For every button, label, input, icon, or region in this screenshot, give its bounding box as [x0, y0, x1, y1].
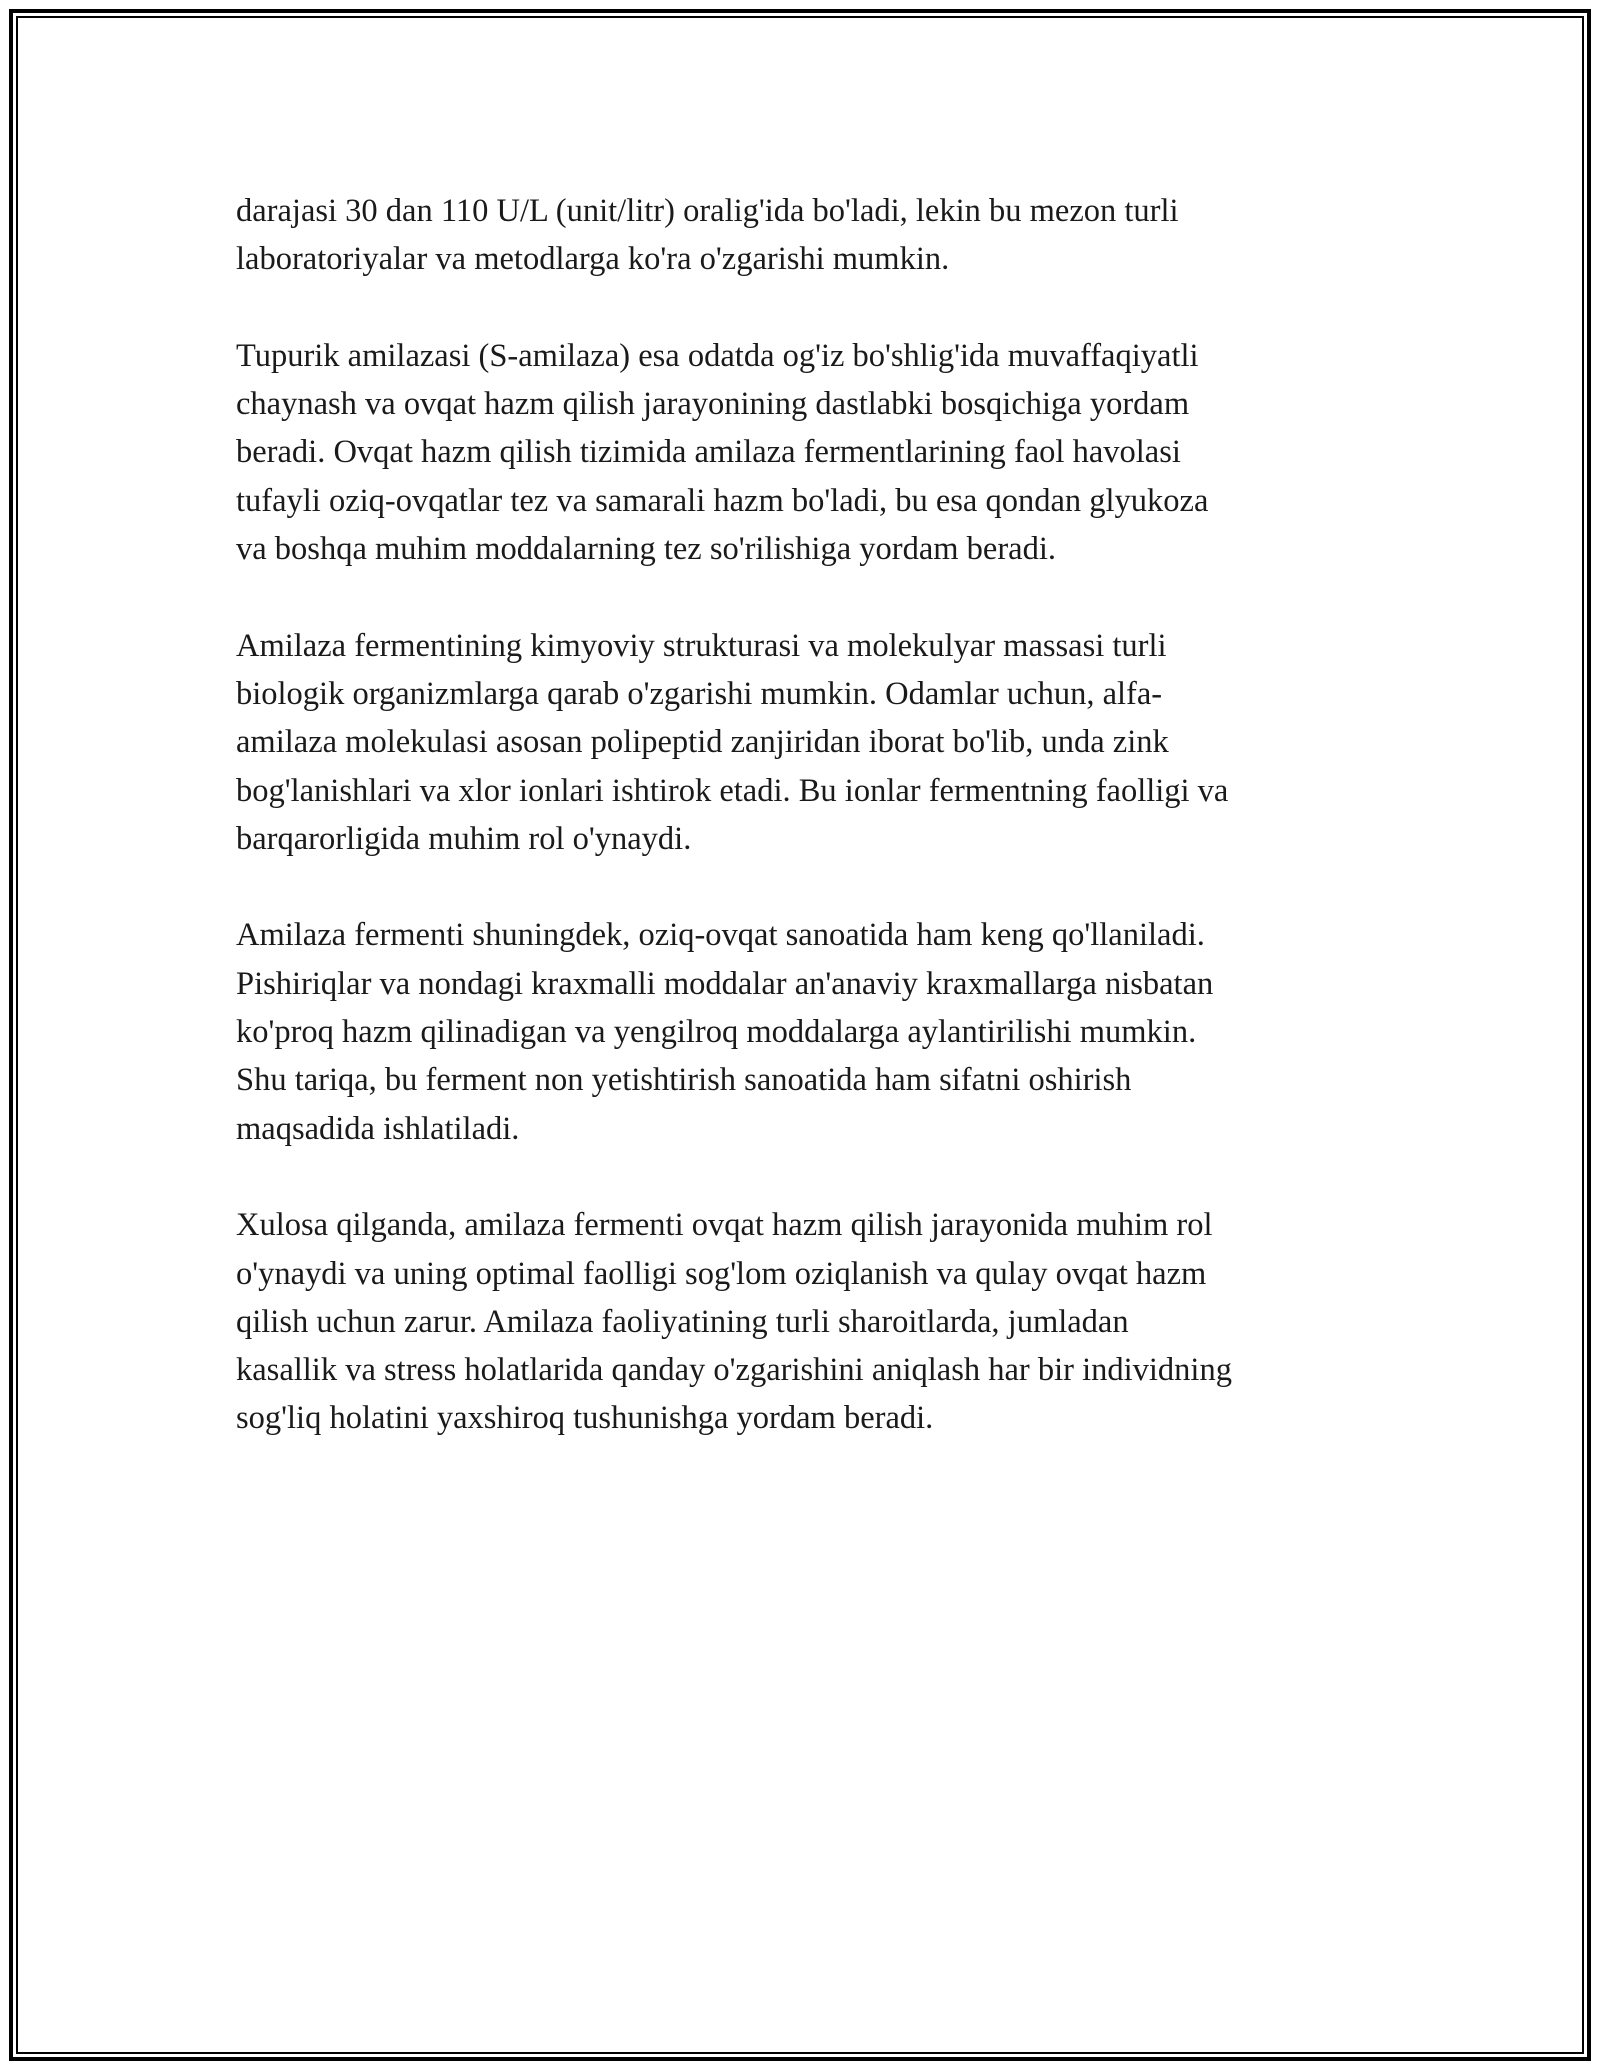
paragraph-food-industry: Amilaza fermenti shuningdek, oziq-ovqat sanoatida ham keng qo'llaniladi. Pishiriqlar va nondagi kraxmalli moddalar an'anaviy kraxmallarga nisbatan ko'proq hazm qilinadigan va yengilroq moddalarga aylantirilishi mumkin. Shu tariqa, bu ferment non yetishtirish sanoatida ham sifatni oshirish maqsadida ishlatiladi. — [236, 917, 1214, 1147]
paragraph-reference-range: darajasi 30 dan 110 U/L (unit/litr) oralig'ida bo'ladi, lekin bu mezon turli laboratoriyalar va metodlarga ko'ra o'zgarishi mumkin. — [236, 193, 1179, 278]
paragraph-conclusion: Xulosa qilganda, amilaza fermenti ovqat hazm qilish jarayonida muhim rol o'ynaydi va uning optimal faolligi sog'lom oziqlanish va qulay ovqat hazm qilish uchun zarur. Amilaza faoliyatining turli sharoitlarda, jumladan kasallik va stress holatlarida qanday o'zgarishini aniqlash har bir individning sog'liq holatini yaxshiroq tushunishga yordam beradi. — [236, 1207, 1232, 1437]
paragraph-chemical-structure: Amilaza fermentining kimyoviy strukturasi va molekulyar massasi turli biologik organizmlarga qarab o'zgarishi mumkin. Odamlar uchun, alfa- amilaza molekulasi asosan polipeptid zanjiridan iborat bo'lib, unda zink bog'lanishlari va xlor ionlari ishtirok etadi. Bu ionlar fermentning faolligi va barqarorligida muhim rol o'ynaydi. — [236, 627, 1229, 857]
document-body — [236, 187, 1386, 1491]
paragraph-salivary-amylase: Tupurik amilazasi (S-amilaza) esa odatda og'iz bo'shlig'ida muvaffaqiyatli chaynash va ovqat hazm qilish jarayonining dastlabki bosqichiga yordam beradi. Ovqat hazm qilish tizimida amilaza fermentlarining faol havolasi tufayli oziq-ovqatlar tez va samarali hazm bo'ladi, bu esa qondan glyukoza va boshqa muhim moddalarning tez so'rilishiga yordam beradi. — [236, 337, 1209, 568]
